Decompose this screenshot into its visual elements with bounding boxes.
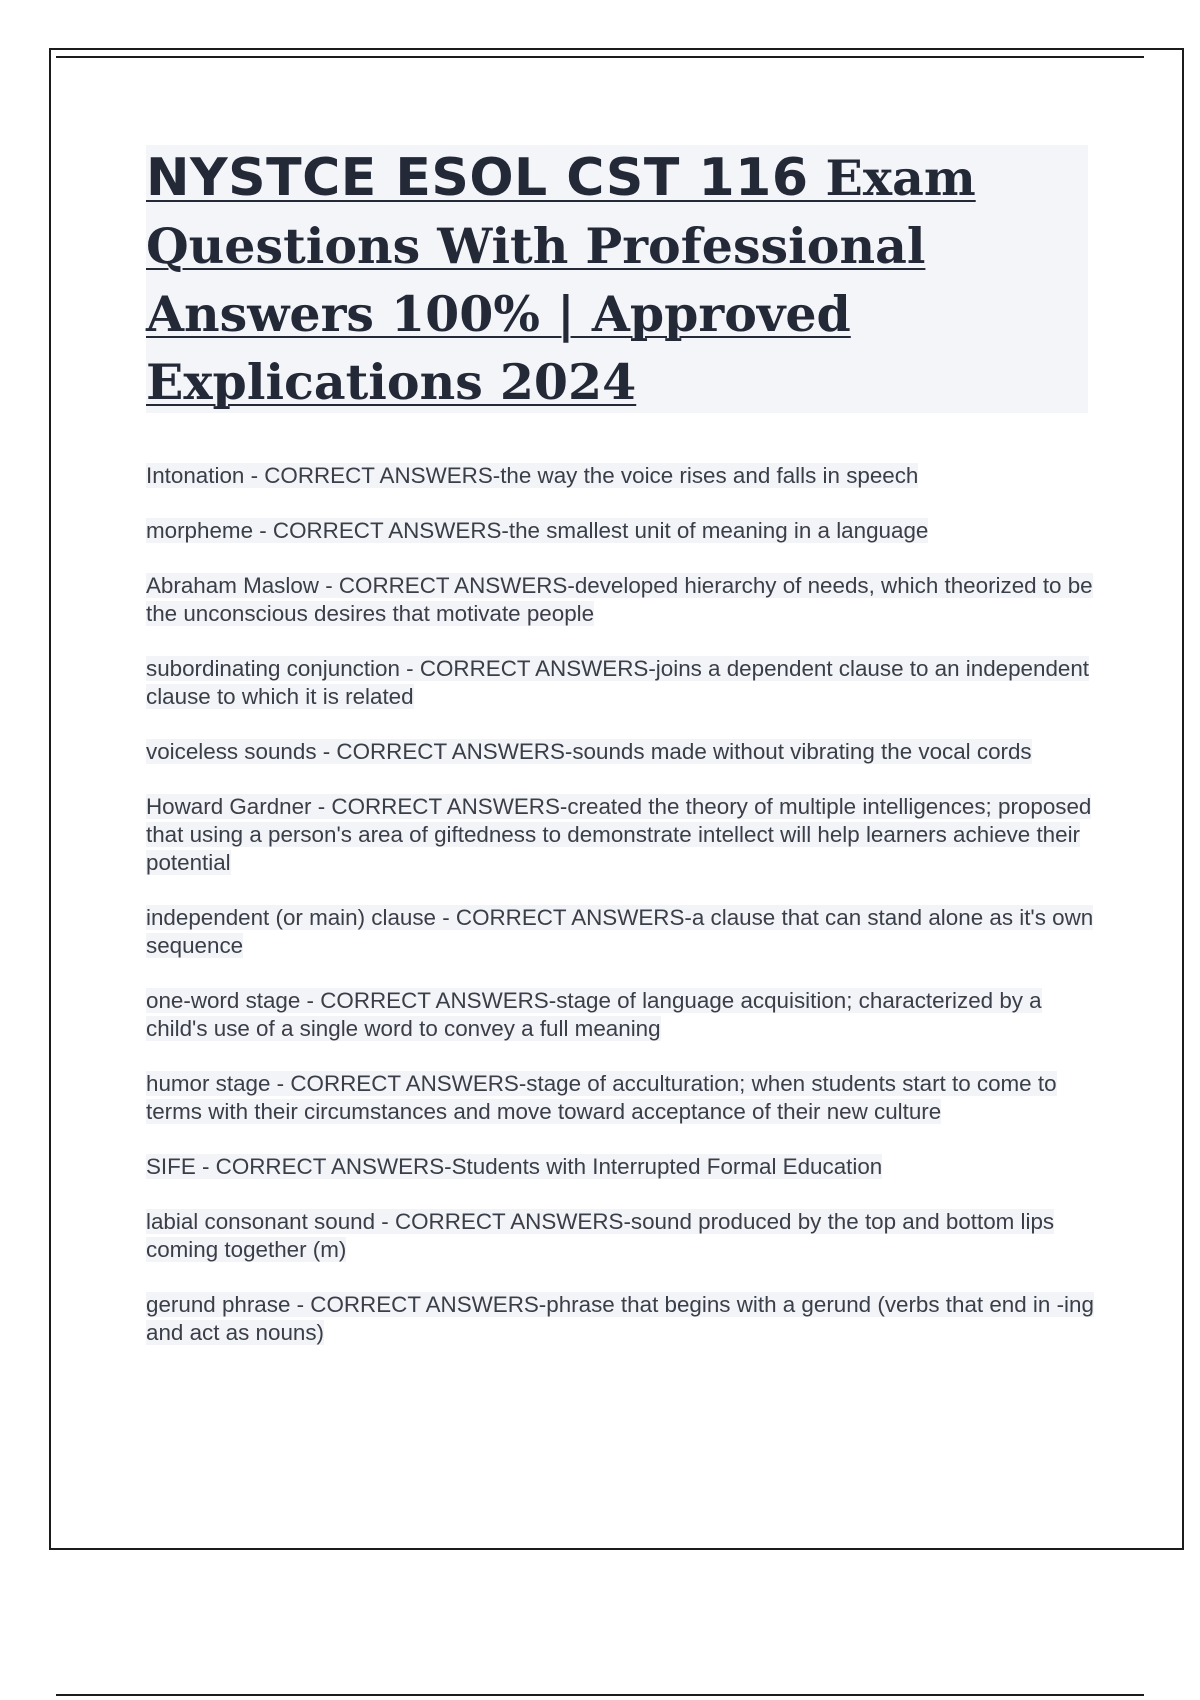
entry-text: Howard Gardner - CORRECT ANSWERS-created the theory of multiple intelligences; proposed that using a person's area of giftedness to demonstrate intellect will help learners achieve their potential xyxy=(146,794,1092,875)
qa-list xyxy=(146,462,1096,1374)
entry-text: morpheme - CORRECT ANSWERS-the smallest unit of meaning in a language xyxy=(146,518,929,543)
list-item xyxy=(146,738,1096,766)
list-item xyxy=(146,793,1096,877)
list-item xyxy=(146,462,1096,490)
list-item xyxy=(146,572,1096,628)
title-exam-code: NYSTCE ESOL CST 116 xyxy=(146,148,809,208)
list-item xyxy=(146,1153,1096,1181)
entry-text: humor stage - CORRECT ANSWERS-stage of acculturation; when students start to come to terms with their circumstances and move toward acceptance of their new culture xyxy=(146,1071,1057,1124)
list-item xyxy=(146,904,1096,960)
entry-text: independent (or main) clause - CORRECT ANSWERS-a clause that can stand alone as it's own sequence xyxy=(146,905,1094,958)
list-item xyxy=(146,1208,1096,1264)
title-block xyxy=(146,145,1088,413)
list-item xyxy=(146,1291,1096,1347)
title-description: Exam Questions With Professional Answers 100% | Approved Explications 2024 xyxy=(146,149,976,411)
document-title xyxy=(146,145,1088,417)
entry-text: SIFE - CORRECT ANSWERS-Students with Interrupted Formal Education xyxy=(146,1154,883,1179)
entry-text: labial consonant sound - CORRECT ANSWERS-sound produced by the top and bottom lips coming together (m) xyxy=(146,1209,1055,1262)
entry-text: Intonation - CORRECT ANSWERS-the way the voice rises and falls in speech xyxy=(146,463,919,488)
entry-text: gerund phrase - CORRECT ANSWERS-phrase that begins with a gerund (verbs that end in -ing and act as nouns) xyxy=(146,1292,1094,1345)
entry-text: voiceless sounds - CORRECT ANSWERS-sounds made without vibrating the vocal cords xyxy=(146,739,1032,764)
entry-text: Abraham Maslow - CORRECT ANSWERS-developed hierarchy of needs, which theorized to be the unconscious desires that motivate people xyxy=(146,573,1093,626)
footer-rule xyxy=(56,1694,1144,1696)
entry-text: one-word stage - CORRECT ANSWERS-stage of language acquisition; characterized by a child's use of a single word to convey a full meaning xyxy=(146,988,1042,1041)
list-item xyxy=(146,987,1096,1043)
list-item xyxy=(146,1070,1096,1126)
header-rule xyxy=(56,56,1144,58)
entry-text: subordinating conjunction - CORRECT ANSWERS-joins a dependent clause to an independent clause to which it is related xyxy=(146,656,1090,709)
list-item xyxy=(146,517,1096,545)
list-item xyxy=(146,655,1096,711)
